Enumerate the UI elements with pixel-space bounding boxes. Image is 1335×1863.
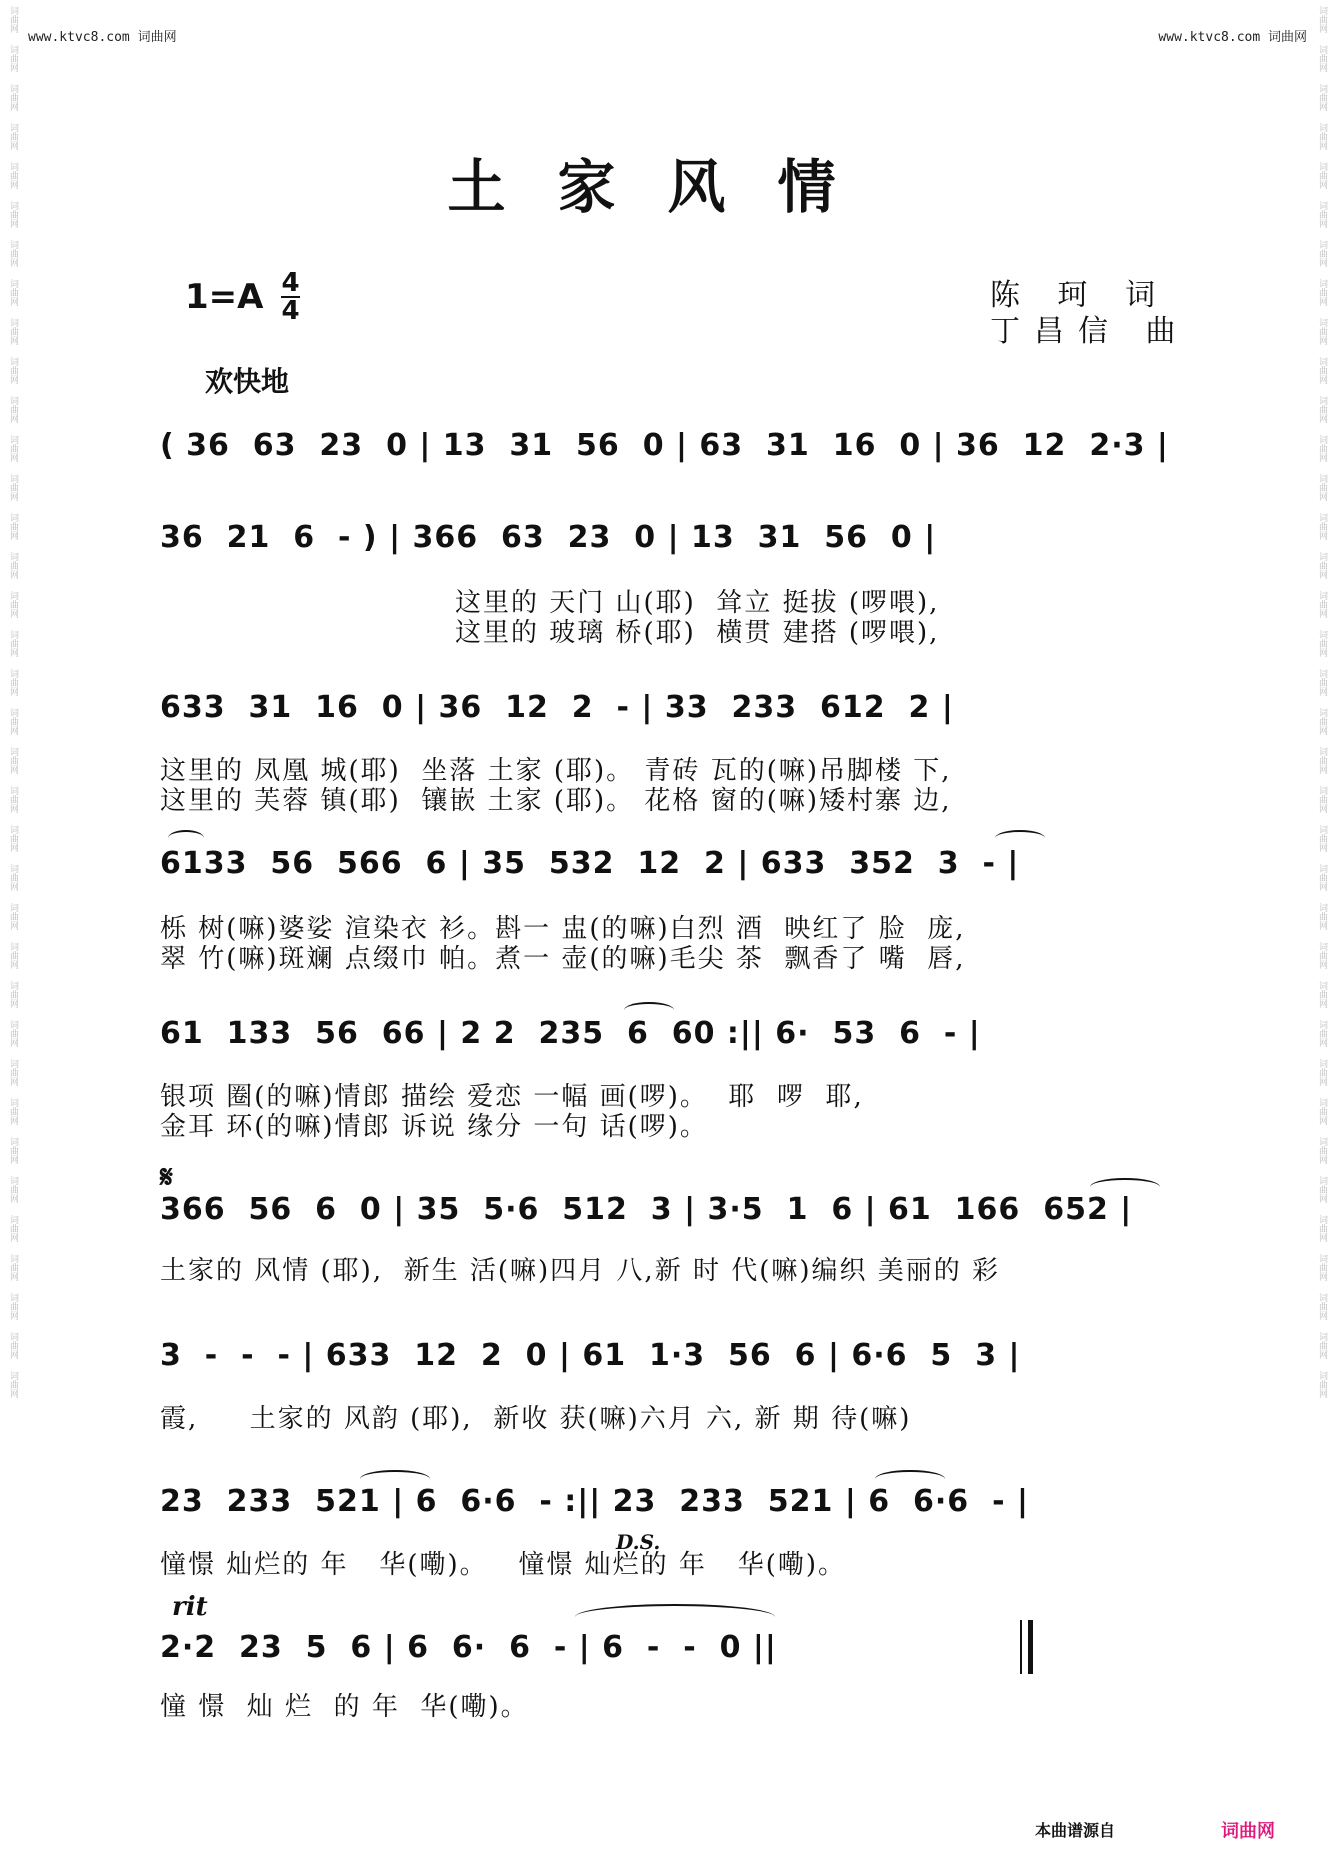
lyricist-credit: 陈 珂 词 <box>990 278 1170 313</box>
lyric-line-2b: 这里的 玻璃 桥(耶) 横贯 建搭 (啰喂), <box>455 618 940 648</box>
slur <box>575 1604 775 1630</box>
notation-line-7: 3 - - - | 633 12 2 0 | 61 1·3 56 6 | 6·6 5 3 | <box>160 1338 1021 1373</box>
side-watermark-text: 词曲网 <box>8 981 18 1008</box>
side-watermark-text: 词曲网 <box>8 630 18 657</box>
side-watermark-text: 词曲网 <box>1317 1371 1327 1398</box>
site-logo[interactable]: 词曲网 <box>1221 1821 1275 1842</box>
side-watermark-text: 词曲网 <box>1317 981 1327 1008</box>
side-watermark-text: 词曲网 <box>8 864 18 891</box>
side-watermark-text: 词曲网 <box>8 162 18 189</box>
side-watermark-text: 词曲网 <box>1317 84 1327 111</box>
side-watermark-text: 词曲网 <box>1317 201 1327 228</box>
side-watermark-left <box>6 0 20 1863</box>
side-watermark-text: 词曲网 <box>8 942 18 969</box>
side-watermark-text: 词曲网 <box>8 435 18 462</box>
lyric-line-6: 土家的 风情 (耶), 新生 活(嘛)四月 八,新 时 代(嘛)编织 美丽的 彩 <box>160 1256 1001 1286</box>
side-watermark-text: 词曲网 <box>8 1215 18 1242</box>
side-watermark-text: 词曲网 <box>8 747 18 774</box>
side-watermark-text: 词曲网 <box>8 708 18 735</box>
notation-line-1: ( 36 63 23 0 | 13 31 56 0 | 63 31 16 0 | 36 12 2·3 | <box>160 428 1169 463</box>
notation-line-6: 366 56 6 0 | 35 5·6 512 3 | 3·5 1 6 | 61 166 652 | <box>160 1192 1133 1227</box>
side-watermark-text: 词曲网 <box>1317 1293 1327 1320</box>
notation-line-2: 36 21 6 - ) | 366 63 23 0 | 13 31 56 0 | <box>160 520 937 555</box>
side-watermark-text: 词曲网 <box>1317 318 1327 345</box>
notation-line-3: 633 31 16 0 | 36 12 2 - | 33 233 612 2 | <box>160 690 954 725</box>
side-watermark-text: 词曲网 <box>8 396 18 423</box>
time-signature <box>281 270 299 324</box>
side-watermark-text: 词曲网 <box>1317 435 1327 462</box>
side-watermark-text: 词曲网 <box>1317 6 1327 33</box>
lyric-line-3b: 这里的 芙蓉 镇(耶) 镶嵌 土家 (耶)。 花格 窗的(嘛)矮村寨 边, <box>160 786 952 816</box>
side-watermark-text: 词曲网 <box>8 1332 18 1359</box>
side-watermark-text: 词曲网 <box>1317 240 1327 267</box>
lyric-line-2a: 这里的 天门 山(耶) 耸立 挺拔 (啰喂), <box>455 588 940 618</box>
side-watermark-text: 词曲网 <box>8 591 18 618</box>
lyric-line-7: 霞, 土家的 风韵 (耶), 新收 获(嘛)六月 六, 新 期 待(嘛) <box>160 1404 912 1434</box>
side-watermark-text: 词曲网 <box>8 1059 18 1086</box>
song-title: 土家风情 <box>447 153 888 221</box>
side-watermark-text: 词曲网 <box>8 513 18 540</box>
side-watermark-text: 词曲网 <box>1317 669 1327 696</box>
lyric-line-3a: 这里的 凤凰 城(耶) 坐落 土家 (耶)。 青砖 瓦的(嘛)吊脚楼 下, <box>160 756 952 786</box>
side-watermark-text: 词曲网 <box>1317 864 1327 891</box>
side-watermark-text: 词曲网 <box>1317 591 1327 618</box>
side-watermark-text: 词曲网 <box>8 474 18 501</box>
side-watermark-text: 词曲网 <box>1317 1215 1327 1242</box>
side-watermark-text: 词曲网 <box>1317 513 1327 540</box>
lyric-line-4a: 栎 树(嘛)婆娑 渲染衣 衫。斟一 盅(的嘛)白烈 酒 映红了 脸 庞, <box>160 914 966 944</box>
side-watermark-text: 词曲网 <box>1317 552 1327 579</box>
final-barline <box>1020 1620 1022 1674</box>
side-watermark-text: 词曲网 <box>1317 1020 1327 1047</box>
slur <box>1090 1178 1160 1196</box>
segno-sign: 𝄋 <box>160 1160 173 1195</box>
side-watermark-text: 词曲网 <box>8 669 18 696</box>
side-watermark-text: 词曲网 <box>1317 1176 1327 1203</box>
side-watermark-text: 词曲网 <box>1317 630 1327 657</box>
lyric-line-9: 憧 憬 灿 烂 的 年 华(嘞)。 <box>160 1692 529 1722</box>
side-watermark-text: 词曲网 <box>1317 942 1327 969</box>
side-watermark-text: 词曲网 <box>8 279 18 306</box>
lyric-line-5b: 金耳 环(的嘛)情郎 诉说 缘分 一句 话(啰)。 <box>160 1112 708 1142</box>
slur <box>875 1470 945 1488</box>
side-watermark-text: 词曲网 <box>8 6 18 33</box>
slur <box>168 830 204 846</box>
side-watermark-text: 词曲网 <box>8 1020 18 1047</box>
time-denominator: 4 <box>281 296 300 326</box>
side-watermark-text: 词曲网 <box>8 1293 18 1320</box>
side-watermark-text: 词曲网 <box>8 123 18 150</box>
side-watermark-text: 词曲网 <box>8 1137 18 1164</box>
side-watermark-text: 词曲网 <box>1317 45 1327 72</box>
slur <box>624 1002 674 1018</box>
ds-marking: D.S. <box>616 1530 661 1554</box>
side-watermark-text: 词曲网 <box>8 1176 18 1203</box>
side-watermark-text: 词曲网 <box>1317 279 1327 306</box>
side-watermark-text: 词曲网 <box>8 825 18 852</box>
side-watermark-text: 词曲网 <box>1317 903 1327 930</box>
side-watermark-text: 词曲网 <box>1317 825 1327 852</box>
source-note: 本曲谱源自 <box>1034 1821 1115 1840</box>
side-watermark-text: 词曲网 <box>8 84 18 111</box>
notation-line-9: 2·2 23 5 6 | 6 6· 6 - | 6 - - 0 || <box>160 1630 777 1665</box>
key-label: 1=A <box>185 277 264 317</box>
watermark-left: www.ktvc8.com 词曲网 <box>28 30 177 45</box>
side-watermark-text: 词曲网 <box>1317 708 1327 735</box>
side-watermark-text: 词曲网 <box>1317 1254 1327 1281</box>
side-watermark-text: 词曲网 <box>1317 1137 1327 1164</box>
lyric-line-5a: 银项 圈(的嘛)情郎 描绘 爱恋 一幅 画(啰)。 耶 啰 耶, <box>160 1082 864 1112</box>
side-watermark-text: 词曲网 <box>8 552 18 579</box>
side-watermark-text: 词曲网 <box>8 45 18 72</box>
watermark-right: www.ktvc8.com 词曲网 <box>1158 30 1307 45</box>
side-watermark-text: 词曲网 <box>8 1254 18 1281</box>
side-watermark-text: 词曲网 <box>1317 1332 1327 1359</box>
slur <box>995 830 1045 846</box>
side-watermark-text: 词曲网 <box>8 1098 18 1125</box>
final-barline-thick <box>1028 1620 1033 1674</box>
tempo-marking: 欢快地 <box>205 365 290 398</box>
lyric-line-8: 憧憬 灿烂的 年 华(嘞)。 憧憬 灿烂的 年 华(嘞)。 <box>160 1550 847 1580</box>
notation-line-8: 23 233 521 | 6 6·6 - :|| 23 233 521 | 6 6·6 - | <box>160 1484 1029 1519</box>
composer-credit: 丁昌信 曲 <box>990 314 1190 349</box>
side-watermark-right <box>1315 0 1329 1863</box>
side-watermark-text: 词曲网 <box>1317 1059 1327 1086</box>
side-watermark-text: 词曲网 <box>1317 123 1327 150</box>
side-watermark-text: 词曲网 <box>1317 1098 1327 1125</box>
side-watermark-text: 词曲网 <box>8 318 18 345</box>
time-numerator: 4 <box>281 268 300 298</box>
side-watermark-text: 词曲网 <box>1317 396 1327 423</box>
slur <box>360 1470 430 1488</box>
notation-line-4: 6133 56 566 6 | 35 532 12 2 | 633 352 3 - | <box>160 846 1020 881</box>
side-watermark-text: 词曲网 <box>1317 162 1327 189</box>
notation-line-5: 61 133 56 66 | 2 2 235 6 60 :|| 6· 53 6 - | <box>160 1016 981 1051</box>
credits <box>990 278 1190 350</box>
side-watermark-text: 词曲网 <box>1317 786 1327 813</box>
lyric-line-4b: 翠 竹(嘛)斑斓 点缀巾 帕。煮一 壶(的嘛)毛尖 茶 飘香了 嘴 唇, <box>160 944 966 974</box>
side-watermark-text: 词曲网 <box>8 786 18 813</box>
side-watermark-text: 词曲网 <box>8 357 18 384</box>
rit-marking: rit <box>172 1592 208 1622</box>
side-watermark-text: 词曲网 <box>1317 357 1327 384</box>
side-watermark-text: 词曲网 <box>8 201 18 228</box>
key-signature <box>185 270 300 324</box>
side-watermark-text: 词曲网 <box>8 240 18 267</box>
side-watermark-text: 词曲网 <box>8 1371 18 1398</box>
side-watermark-text: 词曲网 <box>1317 747 1327 774</box>
side-watermark-text: 词曲网 <box>8 903 18 930</box>
side-watermark-text: 词曲网 <box>1317 474 1327 501</box>
